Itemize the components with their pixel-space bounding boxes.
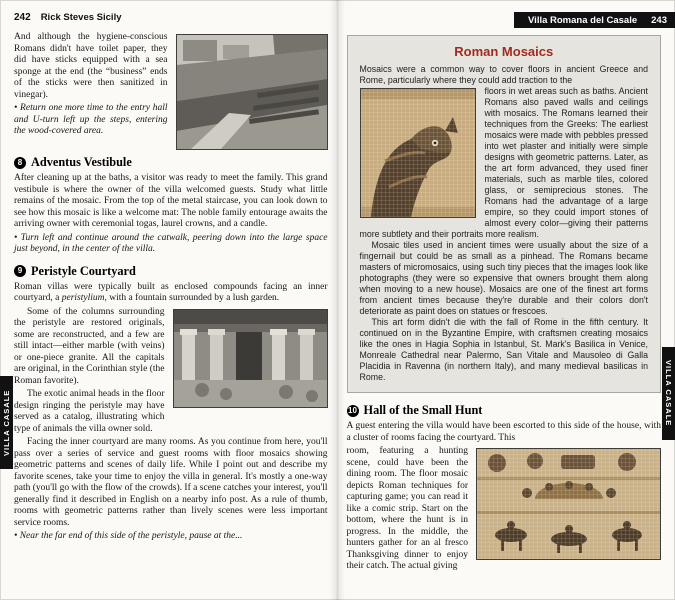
section-heading-adventus-vestibule (14, 155, 328, 170)
chapter-header-bar (514, 12, 675, 28)
section-title: Adventus Vestibule (31, 155, 132, 169)
running-head-right (347, 12, 675, 28)
book-title: Rick Steves Sicily (40, 12, 122, 23)
section-paragraph: Some of the columns surrounding the peristyle are restored originals, some are reconstructed, and a few are still intact—either marble (with veins) or one-piece granite. All the capitals are original, in the Corinthian style (the Roman favorite). (14, 306, 165, 386)
walking-direction: • Return one more time to the entry hall and U-turn left up the steps, entering the wood-covered area. (14, 103, 168, 136)
peristyle-columns-photo (173, 309, 328, 408)
section-heading-hall-of-the-small-hunt (347, 403, 662, 418)
section-title: Peristyle Courtyard (31, 263, 136, 278)
small-hunt-mosaic-photo (476, 448, 661, 560)
section-paragraph: The exotic animal heads in the floor design ringing the peristyle may have served as a catalog, illustrating which type of animals the villa owner sold. (14, 389, 165, 434)
page-number-right: 243 (651, 14, 667, 26)
roman-mosaics-sidebar (347, 35, 662, 393)
numbered-stop-icon: 10 (348, 405, 357, 415)
paragraph-text: , with a fountain surrounded by a lush garden. (104, 293, 280, 303)
entry-hall-photo (176, 34, 328, 150)
numbered-stop-icon: 9 (14, 265, 26, 277)
section-paragraph: room, featuring a hunting scene, could have been the dining room. The floor mosaic depicts Roman techniques for capturing game; you can read it like a comic strip. Start on the bottom, where the hunt is in progress. In the middle, the hunters gather for an al fresco Thanksgiving dinner to enjoy their catch. The actual giving (346, 446, 468, 571)
latin-term: peristylium (61, 293, 105, 303)
chapter-title: Villa Romana del Casale (528, 14, 638, 26)
sidebar-paragraph: Mosaics were a common way to cover floors in ancient Greece and Rome, particularly where they could add traction to the (359, 64, 648, 85)
sidebar-paragraph: Mosaic tiles used in ancient times were usually about the size of a fingernail but could be as small as a pinhead. The Romans became masters of micromosaics, using such tiny pieces that the images look like photographs (they were so expensive that owners brought them along when moving to a new house). Mosaics are one of the finest art forms from ancient times because they're durable and their colors don't deteriorate as paint does on statues or frescoes. (359, 240, 648, 316)
intro-paragraph: And although the hygiene-conscious Romans didn't have toilet paper, they did have sticks equipped with a sea sponge at the end (the “business” ends of the sticks were then sanitized in vinegar). (14, 32, 168, 100)
section-heading-peristyle-courtyard (14, 264, 328, 279)
running-head-left (14, 12, 328, 23)
section-paragraph: A guest entering the villa would have been escorted to this side of the house, with a cluster of rooms facing the courtyard. This (346, 421, 661, 443)
numbered-stop-icon: 8 (14, 157, 26, 169)
side-tab-villa-casale-left: VILLA CASALE (0, 376, 13, 469)
section-paragraph: After cleaning up at the baths, a visitor was ready to meet the family. This grand vestibule is where the owner of the villa welcomed guests. Study what little remains of the mosaic. From the top of the metal staircase, you can look down to see how this mosaic is like a welcome mat: The noble family entourage awaits the arriving owner with ceremonial togas, laurel crowns, and a candle. (14, 173, 328, 229)
paragraph-text: Roman villas were typically built as enclosed compounds facing an inner courtyard, a (14, 281, 328, 303)
sidebar-title: Roman Mosaics (454, 44, 554, 59)
page-number-left: 242 (14, 12, 31, 23)
page-right-243 (338, 0, 675, 600)
sidebar-paragraph: This art form didn't die with the fall of Rome in the fifth century. It continued on in the Byzantine Empire, with craftsmen creating mosaics like the ones in Hagia Sophia in Istanbul, St. Mark's Basilica in Venice, Monreale Cathedral near Palermo, San Vitale and Mausoleo di Galla Placidia in Ravenna (in northern Italy), and many medieval basilicas in Rome. (359, 317, 648, 382)
section-paragraph: Facing the inner courtyard are many rooms. As you continue from here, you'll pass over a series of service and guest rooms with floor mosaics showing geometric patterns and scenes of daily life. While I point out and describe my favorite scenes, take your time to enjoy the villa in general. It's mostly a one-way path (you'll go with the flow of the crowds). If a scene catches your interest, you'll generally find it described in English on a nearby info post. As a rule of thumb, rooms with geometric patterns rather than lively scenes were less important service rooms. (14, 437, 328, 528)
side-tab-villa-casale-right: VILLA CASALE (662, 347, 675, 440)
walking-direction: • Near the far end of this side of the peristyle, pause at the... (14, 531, 243, 541)
sidebar-paragraph: floors in wet areas such as baths. Ancient Romans also paved walls and ceilings with mosaics. The Romans learned their techniques from the Greeks: The earliest mosaics were made with pebbles pressed into wet plaster and initially were simple designs with geometric patterns. Later, as the art form advanced, they used finer materials, such as marble tiles, colored glass, or semiprecious stones. The Romans had the advantage of a large empire, so they could import stones of almost every color—giving their patterns more subtlety and their portraits more realism. (359, 86, 648, 239)
left-page-body (14, 32, 328, 543)
walking-direction: • Turn left and continue around the catwalk, peering down into the large space just beyond, in the center of the villa. (14, 232, 328, 254)
horse-mosaic-photo (360, 88, 476, 218)
section-paragraph (14, 282, 328, 305)
section-title: Hall of the Small Hunt (363, 403, 483, 417)
